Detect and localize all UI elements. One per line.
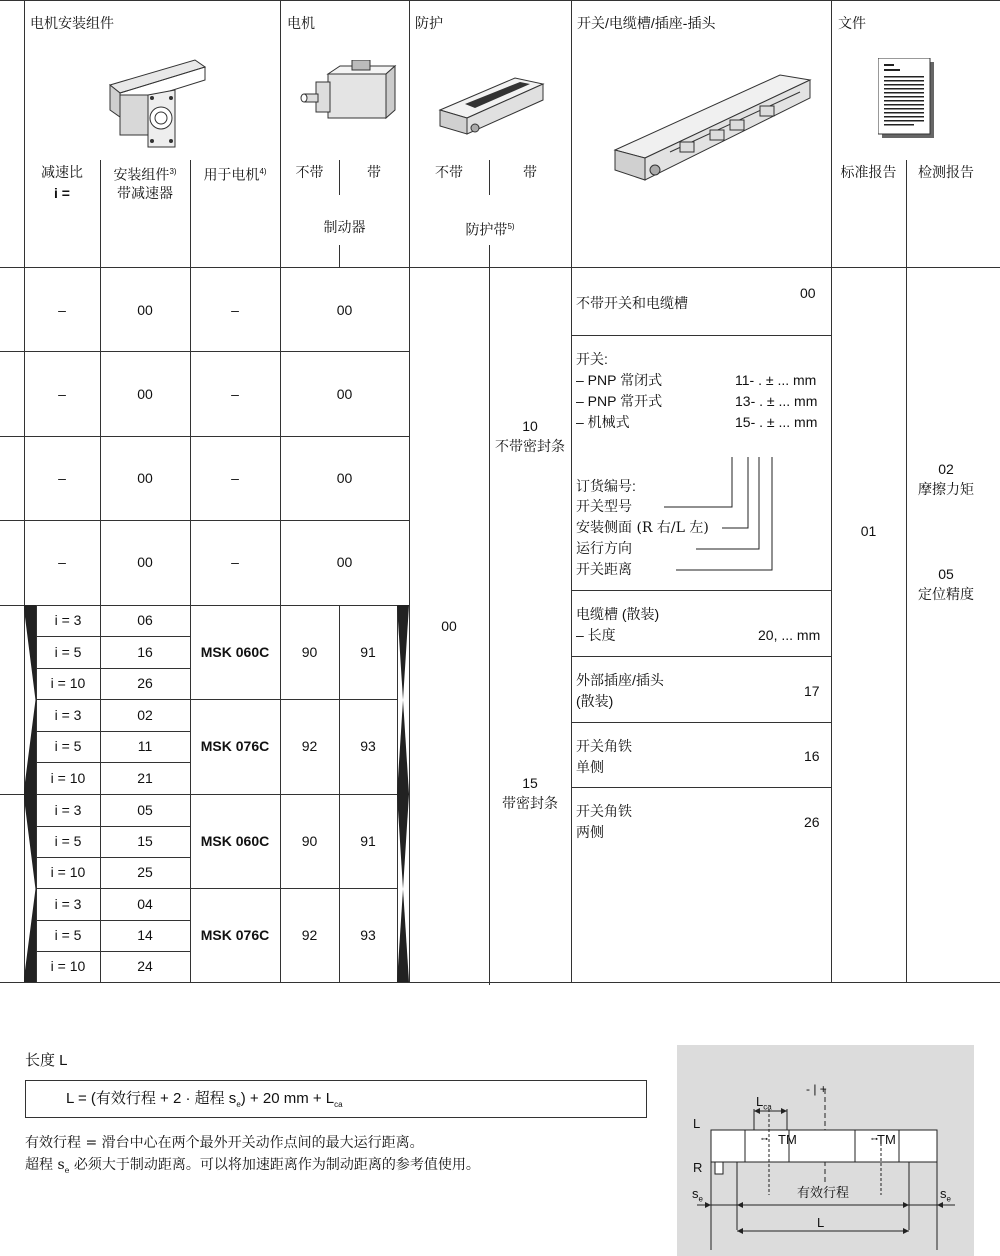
protection-unsealed-label: 不带密封条	[495, 439, 565, 455]
header-protection: 防护	[415, 15, 443, 31]
bracket-single-label-2: 单侧	[576, 759, 604, 775]
kit-cell: 14	[137, 927, 153, 943]
protection-illustration	[435, 70, 550, 140]
kit-cell: 25	[137, 864, 153, 880]
switch-item-label: – PNP 常闭式	[576, 372, 663, 388]
order-item: 开关距离	[576, 562, 632, 578]
protection-none-code: 00	[441, 618, 457, 634]
motor-code-without-brake: 92	[301, 927, 318, 943]
kit-cell: 26	[137, 675, 153, 691]
group-brace-right	[397, 605, 410, 983]
kit-cell: 06	[137, 612, 153, 628]
kit-header: 安装组件$^{3)}$	[113, 166, 177, 183]
bracket-double-code: 26	[804, 814, 820, 830]
diagram-length-label: L	[817, 1215, 825, 1230]
kit-cell: 00	[137, 554, 153, 570]
svg-text:⊶: ⊶	[871, 1135, 878, 1143]
protection-sealed-code: 15	[522, 775, 538, 791]
kit-header-2: 带减速器	[117, 185, 173, 201]
motor-cell: –	[231, 302, 239, 318]
diagram-se-left: $s_e$	[692, 1186, 703, 1204]
motor-code-without-brake: 92	[301, 738, 318, 754]
ratio-cell: i = 3	[54, 802, 82, 818]
prot-without-header: 不带	[435, 164, 463, 180]
motor-model: MSK 076C	[200, 927, 270, 943]
motor-cell: –	[231, 554, 239, 570]
length-note-1: 有效行程 = 滑台中心在两个最外开关动作点间的最大运行距离。	[25, 1135, 424, 1151]
no-switch-label: 不带开关和电缆槽	[576, 295, 688, 311]
protection-unsealed-code: 10	[522, 418, 538, 434]
motor-code-without-brake: 90	[301, 644, 318, 660]
ratio-cell: i = 10	[50, 958, 86, 974]
code-cell: 00	[336, 554, 353, 570]
prot-band-header: 防护带$^{5)}$	[465, 221, 515, 238]
ratio-header-2: i =	[54, 185, 70, 201]
motor-code-with-brake: 91	[360, 644, 376, 660]
cable-duct-label: 电缆槽 (散装)	[576, 606, 660, 622]
code-cell: 00	[336, 470, 353, 486]
socket-label: 外部插座/插头	[576, 672, 664, 688]
protection-sealed-label: 带密封条	[502, 796, 558, 812]
switch-item-code: 13- . ± ... mm	[735, 393, 818, 409]
ratio-cell: –	[58, 470, 66, 486]
friction-label: 摩擦力矩	[918, 482, 974, 498]
motor-model: MSK 060C	[200, 833, 270, 849]
switch-title: 开关:	[576, 351, 608, 367]
diagram-l-side-label: L	[693, 1116, 701, 1131]
bracket-single-code: 16	[804, 748, 820, 764]
kit-cell: 24	[137, 958, 153, 974]
order-item: 开关型号	[576, 499, 632, 515]
diagram-tm-right: TM	[877, 1132, 896, 1147]
bracket-double-label-2: 两侧	[576, 824, 604, 840]
diagram-lca-label: $L_{ca}$	[756, 1094, 772, 1112]
ratio-cell: i = 3	[54, 612, 82, 628]
order-item: 安装侧面 (R 右/L 左)	[576, 520, 709, 536]
kit-cell: 00	[137, 302, 153, 318]
ratio-cell: i = 3	[54, 707, 82, 723]
kit-cell: 05	[137, 802, 153, 818]
bracket-single-label: 开关角铁	[576, 738, 632, 754]
motor-with-header: 带	[367, 164, 381, 180]
std-report-header: 标准报告	[840, 164, 897, 180]
position-label: 定位精度	[918, 587, 974, 603]
diagram-se-right: $s_e$	[940, 1186, 951, 1204]
switch-item-label: – PNP 常开式	[576, 393, 663, 409]
std-report-code: 01	[860, 523, 877, 539]
ratio-cell: i = 5	[54, 738, 82, 754]
diagram-r-side-label: R	[693, 1160, 703, 1175]
header-documents: 文件	[838, 15, 866, 31]
header-motor: 电机	[287, 15, 315, 31]
length-title: 长度 L	[25, 1052, 68, 1069]
motor-model: MSK 060C	[200, 644, 270, 660]
ratio-cell: i = 5	[54, 927, 82, 943]
ratio-cell: i = 3	[54, 896, 82, 912]
length-diagram	[677, 1045, 974, 1256]
motor-cell: –	[231, 470, 239, 486]
bracket-double-label: 开关角铁	[576, 803, 632, 819]
switch-item-code: 11- . ± ... mm	[735, 372, 817, 388]
kit-cell: 21	[137, 770, 153, 786]
switch-illustration	[610, 70, 815, 190]
prot-with-header: 带	[523, 164, 537, 180]
code-cell: 00	[336, 302, 353, 318]
ratio-cell: –	[58, 302, 66, 318]
length-formula: L = (有效行程 + 2 · 超程 $s_e) + 20$ mm + $L_{ca}$	[66, 1090, 343, 1109]
friction-code: 02	[938, 461, 954, 477]
ratio-cell: i = 10	[50, 675, 86, 691]
motor-kit-illustration	[100, 55, 210, 155]
ratio-cell: –	[58, 554, 66, 570]
motor-without-header: 不带	[295, 164, 324, 180]
motor-code-with-brake: 91	[360, 833, 376, 849]
ratio-cell: i = 5	[54, 833, 82, 849]
motor-model: MSK 076C	[200, 738, 270, 754]
length-note-2: 超程 $s_e$ 必须大于制动距离。可以将加速距离作为制动距离的参考值使用。	[25, 1157, 480, 1175]
document-icon	[878, 58, 938, 140]
kit-cell: 11	[137, 738, 153, 754]
diagram-minus-plus: - | +	[806, 1082, 827, 1096]
cable-code: 20, ... mm	[758, 627, 821, 643]
motor-code-with-brake: 93	[360, 738, 376, 754]
socket-label-2: (散装)	[576, 693, 614, 709]
test-report-header: 检测报告	[918, 164, 974, 180]
header-switch-group: 开关/电缆槽/插座-插头	[577, 15, 716, 31]
kit-cell: 04	[137, 896, 153, 912]
no-switch-code: 00	[800, 285, 816, 301]
ratio-cell: i = 10	[50, 770, 86, 786]
socket-code: 17	[804, 683, 820, 699]
switch-item-label: – 机械式	[576, 414, 630, 430]
cable-length-label: – 长度	[576, 627, 616, 643]
position-code: 05	[938, 566, 954, 582]
ratio-cell: i = 5	[54, 644, 82, 660]
brake-header: 制动器	[323, 219, 366, 235]
order-item: 运行方向	[576, 541, 632, 557]
kit-cell: 00	[137, 470, 153, 486]
order-title: 订货编号:	[576, 478, 636, 494]
kit-cell: 02	[137, 707, 153, 723]
switch-item-code: 15- . ± ... mm	[735, 414, 818, 430]
kit-cell: 00	[137, 386, 153, 402]
header-motor-kit: 电机安装组件	[30, 15, 114, 31]
ratio-header-1: 减速比	[41, 164, 83, 180]
motor-code-with-brake: 93	[360, 927, 376, 943]
ratio-cell: i = 10	[50, 864, 86, 880]
code-cell: 00	[336, 386, 353, 402]
svg-text:⊶: ⊶	[761, 1135, 768, 1143]
ratio-cell: –	[58, 386, 66, 402]
motor-code-without-brake: 90	[301, 833, 318, 849]
order-code-leader-lines	[640, 455, 780, 575]
diagram-effective-stroke: 有效行程	[797, 1185, 850, 1200]
kit-cell: 15	[137, 833, 153, 849]
motor-illustration	[300, 60, 400, 135]
motor-cell: –	[231, 386, 239, 402]
for-motor-header: 用于电机$^{4)}$	[203, 166, 267, 183]
kit-cell: 16	[137, 644, 153, 660]
diagram-tm-left: TM	[778, 1132, 797, 1147]
